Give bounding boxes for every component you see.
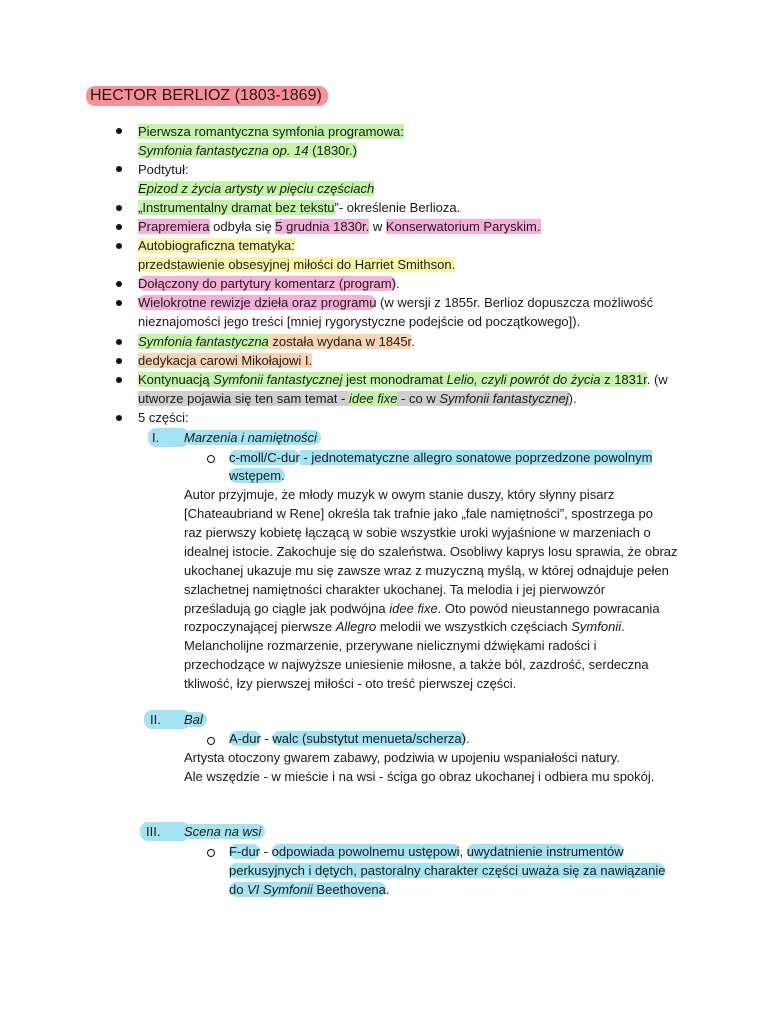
- paragraph-line: Autor przyjmuje, że młody muzyk w owym stanie duszy, który słynny pisarz: [184, 487, 615, 502]
- list-item: [138, 408, 189, 427]
- part-name: Scena na wsi: [184, 824, 265, 839]
- bullet-icon: [116, 205, 122, 211]
- text-span: Prapremiera: [138, 219, 210, 234]
- document-title: HECTOR BERLIOZ (1803-1869): [86, 86, 328, 106]
- text-line: nieznajomości jego treści [mniej rygorystyczne podejście od początkowego]).: [138, 314, 581, 329]
- list-item: [138, 198, 460, 217]
- paragraph-line: idealnej istocie. Zakochuje się do szaleństwa. Osobliwy kaprys losu sprawia, że obraz: [184, 544, 678, 559]
- term-text: idee fixe: [349, 391, 398, 406]
- sub-item: [229, 729, 470, 748]
- work-title: Symfonia fantastyczna: [138, 334, 269, 349]
- text-span: walc (substytut menueta/scherza): [272, 731, 466, 746]
- sub-item-continuation: [229, 861, 665, 880]
- list-item: [138, 236, 295, 255]
- list-item-continuation: [138, 141, 357, 160]
- bullet-icon: [116, 339, 122, 345]
- date-text: 5 grudnia 1830r.: [275, 219, 370, 234]
- sub-item: [229, 842, 624, 861]
- part-title: [184, 710, 207, 729]
- bullet-icon: [116, 128, 122, 134]
- text-span: „Instrumentalny dramat bez tekstu: [138, 200, 335, 215]
- paragraph-line: [184, 617, 625, 636]
- text-span: ”- określenie Berlioza.: [334, 200, 461, 215]
- paragraph-line: raz pierwszy kobietę łączącą w sobie wszystkie uroki wyjaśnione w marzeniach o: [184, 525, 651, 540]
- part-title: [184, 428, 321, 447]
- text-span: uwydatnienie instrumentów: [466, 844, 624, 859]
- text-span: .: [395, 276, 400, 291]
- text-span: utworze pojawia się ten sam temat: [138, 391, 338, 406]
- circle-bullet-icon: [207, 849, 215, 857]
- text-span: -: [397, 391, 409, 406]
- text-span: (w wersji z 1855r. Berlioz dopuszcza możliwość: [376, 295, 654, 310]
- text-span: prześladują go ciągle jak podwójna: [184, 601, 390, 616]
- key-text: A-dur: [229, 731, 261, 746]
- text-span: ,: [459, 844, 467, 859]
- text-span: . Oto powód nieustannego powracania: [437, 601, 660, 616]
- work-title: Symfonii fantastycznej: [213, 372, 343, 387]
- key-text: F-dur: [229, 844, 261, 859]
- list-item: [138, 217, 541, 236]
- paragraph-line: [184, 599, 660, 618]
- sub-item: [229, 448, 652, 467]
- text-span: . (w: [646, 372, 668, 387]
- text-span: do: [229, 882, 248, 897]
- work-title: Symfonii: [571, 619, 622, 634]
- work-title: Symfonii fantastycznej: [439, 391, 569, 406]
- paragraph-line: przechodzące w najwyższe uniesienie miłosne, a także ból, zazdrość, serdeczna: [184, 657, 649, 672]
- bullet-icon: [116, 281, 122, 287]
- bullet-icon: [116, 224, 122, 230]
- text-span: odpowiada powolnemu ustępowi: [271, 844, 460, 859]
- circle-bullet-icon: [207, 455, 215, 463]
- text-line: Pierwsza romantyczna symfonia programowa:: [138, 124, 404, 139]
- part-number-text: I.: [152, 430, 160, 445]
- list-item-continuation: [138, 389, 577, 408]
- list-item-continuation: [138, 179, 374, 198]
- bullet-icon: [116, 377, 122, 383]
- list-item: [138, 122, 404, 141]
- text-span: jest monodramat: [342, 372, 447, 387]
- text-span: Dołączony do partytury komentarz (program): [138, 276, 396, 291]
- paragraph-line: ukochanej ukazuje mu się zawsze wraz z muzyczną myślą, w której odnajduje pełen: [184, 563, 669, 578]
- term-text: Allegro: [335, 619, 377, 634]
- text-span: .: [385, 882, 390, 897]
- paragraph-line: tkliwość, łzy pierwszej miłości - oto treść pierwszej części.: [184, 676, 517, 691]
- term-text: idee fixe: [389, 601, 438, 616]
- part-name: Marzenia i namiętności: [184, 430, 321, 445]
- part-number-text: III.: [146, 824, 161, 839]
- text-span: Wielokrotne rewizje dzieła oraz programu: [138, 295, 377, 310]
- bullet-icon: [116, 415, 122, 421]
- text-span: -: [260, 844, 272, 859]
- text-group: [229, 882, 386, 897]
- text-span: Beethovena: [312, 882, 386, 897]
- text-line: Autobiograficzna tematyka:: [138, 238, 295, 253]
- work-title: Symfonia fantastyczna op. 14: [138, 143, 309, 158]
- text-span: odbyła się: [209, 219, 276, 234]
- text-span: z 1831r: [600, 372, 647, 387]
- sub-item-continuation: [229, 466, 285, 485]
- text-span: (1830r.): [308, 143, 357, 158]
- list-item: [138, 332, 415, 351]
- list-item-continuation: [138, 312, 580, 331]
- sub-item-continuation: [229, 880, 389, 899]
- paragraph-line: Artysta otoczony gwarem zabawy, podziwia w upojeniu wspaniałości natury.: [184, 750, 620, 765]
- paragraph-line: Melancholijne rozmarzenie, przerywane nielicznymi dźwiękami radości i: [184, 638, 597, 653]
- part-name: Bal: [184, 712, 207, 727]
- text-span: - jednotematyczne allegro sonatowe poprzedzone powolnym: [299, 450, 653, 465]
- part-title: [184, 822, 265, 841]
- text-span: .: [466, 731, 470, 746]
- text-line: perkusyjnych i dętych, pastoralny charakter części uważa się za nawiązanie: [229, 863, 666, 878]
- list-item: [138, 370, 668, 389]
- bullet-icon: [116, 166, 122, 172]
- text-span: wstępem.: [229, 468, 285, 483]
- list-item-continuation: [138, 255, 455, 274]
- list-item: [138, 293, 653, 312]
- text-span: .: [621, 619, 625, 634]
- text-line: Podtytuł:: [138, 162, 189, 177]
- text-span: ).: [568, 391, 577, 406]
- text-span: co w: [408, 391, 440, 406]
- text-span: została wydana w 1845r: [268, 334, 412, 349]
- place-text: Konserwatorium Paryskim.: [385, 219, 541, 234]
- part-number: [140, 822, 190, 841]
- bullet-icon: [116, 358, 122, 364]
- text-span: melodii we wszystkich częściach: [376, 619, 572, 634]
- subtitle-text: Epizod z życia artysty w pięciu częściach: [138, 181, 375, 196]
- bullet-icon: [116, 243, 122, 249]
- text-span: w: [369, 219, 386, 234]
- text-span: Kontynuacją: [138, 372, 214, 387]
- circle-bullet-icon: [207, 737, 215, 745]
- text-span: .: [411, 334, 415, 349]
- paragraph-line: szlachetnej namiętności charakter ukochanej. Ta melodia i jej pierwowzór: [184, 582, 606, 597]
- key-text: c-moll/C-dur: [229, 450, 300, 465]
- text-span: rozpoczynającej pierwsze: [184, 619, 336, 634]
- list-item: [138, 351, 312, 370]
- work-title: Lelio, czyli powrót do życia: [446, 372, 601, 387]
- work-title: VI Symfonii: [247, 882, 313, 897]
- text-span: -: [337, 391, 349, 406]
- text-line: 5 części:: [138, 410, 189, 425]
- list-item: [138, 274, 400, 293]
- paragraph-line: [Chateaubriand w Rene] określa tak trafnie jako „fale namiętności”, spostrzega po: [184, 506, 653, 521]
- text-span: -: [260, 731, 273, 746]
- text-line: przedstawienie obsesyjnej miłości do Harriet Smithson.: [138, 257, 456, 272]
- paragraph-line: Ale wszędzie - w mieście i na wsi - ściga go obraz ukochanej i odbiera mu spokój.: [184, 769, 655, 784]
- list-item: [138, 160, 189, 179]
- bullet-icon: [116, 300, 122, 306]
- part-number-text: II.: [150, 712, 161, 727]
- text-span: dedykacja carowi Mikołajowi I.: [138, 353, 313, 368]
